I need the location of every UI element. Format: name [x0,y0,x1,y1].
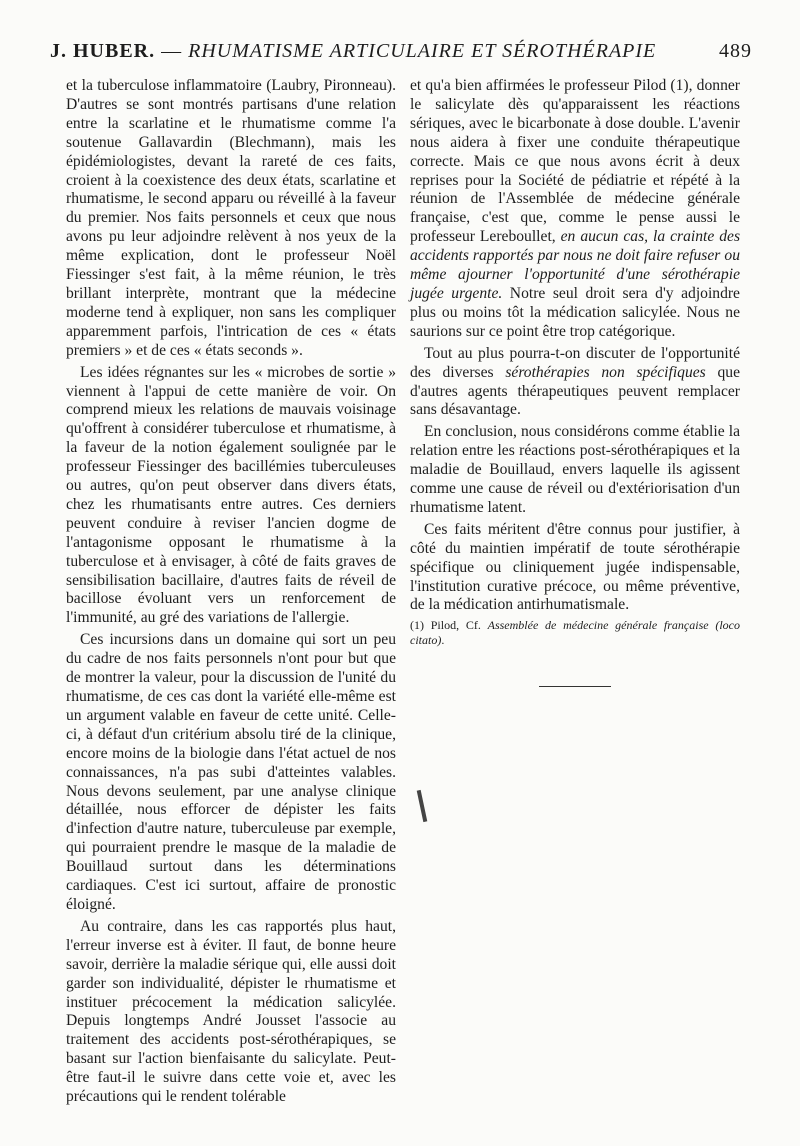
paragraph: Ces faits méritent d'être connus pour justifier, à côté du maintien impératif de toute sérothérapie spécifique ou cliniquement jugée indispensable, l'institution curative précoce, ou même préventive, de la médication antirhumatismale. [410,520,740,614]
paragraph-text: Tout au plus pourra-t-on discuter de l'opportunité des diverses [410,344,740,381]
paragraph: En conclusion, nous considérons comme établie la relation entre les réactions post-sérothérapiques et la maladie de Bouillaud, envers laquelle ils agissent comme une cause de réveil ou d'extériorisation d'un rhumatisme latent. [410,423,740,516]
emphasis-text: sérothérapies non spécifiques [505,363,706,381]
paragraph: Les idées régnantes sur les « microbes de sortie » viennent à l'appui de cette manière de voir. On comprend mieux les relations de mauvais voisinage qu'offrent à considérer tuberculose et rhumatisme, à la faveur de la notion également soulignée par le professeur Fiessinger des bacillémies tuberculeuses ou autres, qu'on peut observer dans divers états, chez les rhumatisants entre autres. Ces derniers peuvent conduire à reviser l'ancien dogme de l'antagonisme opposant le rhumatisme à la tuberculose et à envisager, à côté de faits graves de sensibilisation bacillaire, d'autres faits de réveil de bacillose évoluant vers un renforcement de l'immunité, au gré des variations de l'allergie. [66,363,396,627]
pen-mark [417,790,428,822]
emphasis-text: en aucun cas, la crainte des accidents rapportés par nous ne doit faire refuser ou même ajourner l'opportunité d'une sérothérapie jugée urgente. [410,228,741,302]
paragraph [410,345,740,421]
paragraph: et la tuberculose inflammatoire (Laubry, Pironneau). D'autres se sont montrés partisans d'une relation entre la scarlatine et le rhumatisme comme l'a soutenue Gallavardin (Blechmann), mais les épidémiologistes, devant la rareté de ces faits, croient à la coexistence des deux états, scarlatine et rhumatisme, le second apparu ou réveillé à la faveur du premier. Nos faits personnels et ceux que nous avons pu leur adjoindre relèvent à nos yeux de la même explication, dont le professeur Noël Fiessinger s'est fait, à la même réunion, le très brillant interprète, montrant que la médecine moderne tend à expliquer, non sans les compliquer apparemment parfois, l'intrication de ces « états premiers » et de ces « états seconds ». [66,77,396,359]
running-header [50,40,752,63]
page-number: 489 [719,40,752,62]
paragraph: Au contraire, dans les cas rapportés plus haut, l'erreur inverse est à éviter. Il faut, de bonne heure savoir, derrière la maladie sérique qui, elle aussi doit garder son individualité, dépister le rhumatisme et instituer précocement la médication salicylée. Depuis longtemps André Jousset l'associe au traitement des accidents post-sérothérapiques, se basant sur l'action bienfaisante du salicylate. Peut-être faut-il le suivre dans cette voie et, avec les précautions qui le rendent tolérable [66,917,396,1106]
paragraph-text: et qu'a bien affirmées le professeur Pilod (1), donner le salicylate dès qu'apparaissent les réactions sériques, avec le bicarbonate à dose double. L'avenir nous aidera à fixer une conduite thérapeutique correcte. Mais ce que nous avons écrit à deux reprises pour la Société de pédiatrie et répété à la réunion de l'Assemblée de médecine générale française, c'est que, comme le pense aussi le professeur Lereboullet, [410,77,740,246]
footnote [410,618,740,648]
footnote-italic: Assemblée de médecine générale française (loco citato) [410,618,741,648]
right-column [410,77,740,687]
header-dash: — [155,40,189,62]
footnote-text: (1) Pilod, Cf. [410,618,488,633]
paragraph [410,77,740,342]
left-column [66,77,396,1107]
paragraph-text: que d'autres agents thérapeutiques peuvent remplacer sans désavantage. [410,363,740,419]
header-title: RHUMATISME ARTICULAIRE ET SÉROTHÉRAPIE [188,40,657,62]
paragraph: Ces incursions dans un domaine qui sort un peu du cadre de nos faits personnels n'ont pour but que de montrer la valeur, pour la discussion de l'unité du rhumatisme, de ces cas dont la variété elle-même est un argument valable en faveur de cette unité. Celle-ci, à défaut d'un critérium absolu tiré de la clinique, encore moins de la biologie dans l'état actuel de nos connaissances, n'a pas subi d'atteintes valables. Nous devons seulement, par une analyse clinique détaillée, nous efforcer de dépister les faits d'infection d'autre nature, tuberculeuse par exemple, qui pourraient prendre le masque de la maladie de Bouillaud surtout dans les déterminations cardiaques. C'est ici surtout, affaire de pronostic éloigné. [66,631,396,913]
end-rule [539,686,611,687]
paragraph-text: Notre seul droit sera d'y adjoindre plus ou moins tôt la médication salicylée. Nous ne saurions sur ce point être trop catégorique. [410,284,740,340]
header-author: J. HUBER. [50,40,156,62]
footnote-text: . [441,633,445,648]
